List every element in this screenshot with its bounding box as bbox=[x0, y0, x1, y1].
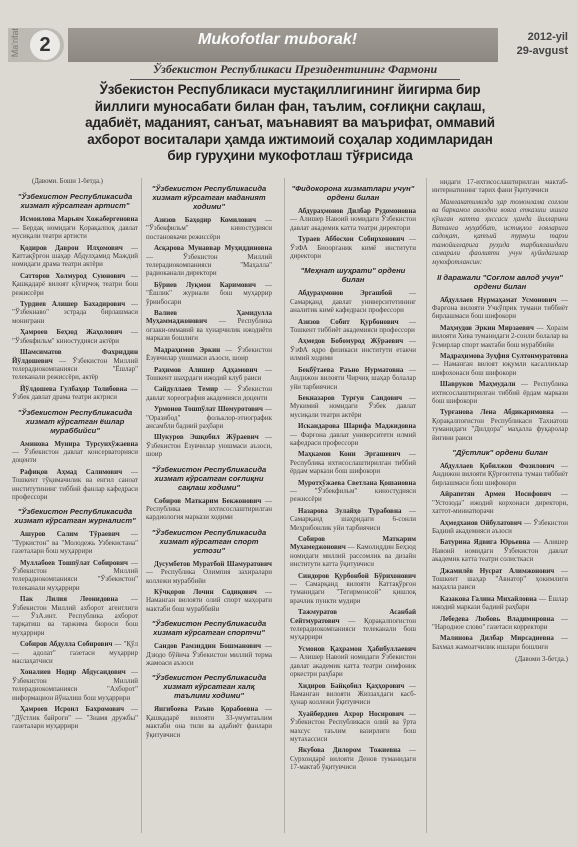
recipient-position: — Ўзбекистон Миллий ахборот агентлиги — ЎзА.инт. Республика ахборот тарқатиш ва таржима бюроси бош муҳаррири bbox=[12, 595, 138, 637]
recipient-entry bbox=[290, 366, 416, 391]
recipient-name: Усмонов Қаҳрамон Ҳабибуллаевич bbox=[298, 644, 416, 653]
recipient-name: Ҳамроев Беҳзод Жаҳолович bbox=[20, 328, 123, 337]
recipient-position: — "Қўл — адолат" газетаси муҳаррир маслаҳатчиси bbox=[12, 640, 138, 666]
recipient-entry bbox=[290, 535, 416, 569]
recipient-position: — Ўзбекистон Миллий телерадиокомпанияси "Ўзбекистон" телеканали муҳаррири bbox=[12, 558, 138, 592]
recipient-position: — Тошкент тўқимачилик ва енгил саноат институтининг тиббий фанлар кафедраси профессори bbox=[12, 467, 138, 501]
recipient-position: — Республика Олимпия захиралари коллежи мураббийи bbox=[146, 568, 272, 585]
recipient-position: — Андижон вилояти Қўрғонтепа туман тиббиёт бирлашмаси бош шифокори bbox=[432, 462, 568, 487]
recipient-position: — Ўзбекистон давлат консерваторияси доценти bbox=[12, 447, 138, 465]
recipient-entry bbox=[432, 490, 568, 515]
recipient-position: — Самарқанд вилояти Каттақўрғон туманидаги "Тегирмонсой" қишлоқ врачлик пункти мудири bbox=[290, 580, 416, 605]
recipient-name: Йўлдошева Гулбаҳор Толибовна bbox=[20, 384, 128, 393]
recipient-name: Шукуров Эшқобил Жўраевич bbox=[154, 433, 259, 442]
column-rule bbox=[426, 178, 427, 833]
recipient-entry bbox=[12, 272, 138, 297]
decree-paragraph: Мамлакатимизда ҳар томонлама соғлом ва баркамол авлодни вояга етказиш ишига қўшган катта ҳиссаси ҳамда йилларини Ватанга муҳаббат, истиқлол ғояларига садоқат, қатъий турмуш тарзи тамойилларига руҳида тарбиялашдаги самарали фаолияти учун қуйидагилар мукофотлансин: bbox=[432, 197, 568, 266]
recipient-entry bbox=[290, 394, 416, 419]
recipient-position: — "Ўзбекфильм" киностудияси режиссёри bbox=[290, 486, 416, 504]
recipient-entry bbox=[12, 595, 138, 637]
issue-day: 29-avgust bbox=[516, 45, 568, 57]
recipient-entry bbox=[290, 710, 416, 744]
recipient-entry bbox=[290, 422, 416, 447]
recipient-position: — "Ўзбекфильм" киностудияси постановкачи режиссёри bbox=[146, 216, 272, 241]
recipient-name: Лебедева Любовь Владимировна bbox=[440, 614, 555, 623]
recipient-entry bbox=[146, 281, 272, 306]
recipient-name: Қодиров Даврон Илҳомович bbox=[20, 243, 123, 252]
recipient-name: Азизов Баҳодир Комилович bbox=[154, 216, 257, 224]
recipient-position: — Республика ихтисослаштирилган тиббий ёрдам маркази бош шифокори bbox=[432, 380, 568, 406]
recipient-name: Якубова Дилором Тожиевна bbox=[298, 746, 401, 755]
recipient-entry bbox=[146, 705, 272, 739]
recipient-position: — Мукимий номидаги Ўзбек давлат мусиқали театри актёри bbox=[290, 393, 416, 419]
text-column-3 bbox=[290, 178, 416, 833]
recipient-entry bbox=[432, 567, 568, 592]
award-section-heading: "Ўзбекистон Республикасида хизмат кўрсатган спортчи" bbox=[151, 619, 267, 638]
section-title: Mukofotlar muborak! bbox=[198, 31, 358, 48]
recipient-name: Абдуллаев Қобилжон Фозилович bbox=[440, 462, 555, 471]
recipient-name: Тажмуратов Асанбай Сейтмуратович bbox=[290, 608, 416, 625]
award-section-heading: "Ўзбекистон Республикасида хизмат кўрсатган халқ таълими ходими" bbox=[151, 673, 267, 701]
recipient-entry bbox=[290, 608, 416, 642]
recipient-name: Синдоров Қурбонбой Бўрихонович bbox=[298, 571, 416, 580]
recipient-name: Валиев Ҳамидулла Муҳаммаджонович bbox=[146, 309, 272, 326]
recipient-entry bbox=[432, 615, 568, 632]
recipient-name: Абдураҳмонов Эргашбой bbox=[298, 289, 393, 298]
recipient-entry bbox=[290, 479, 416, 504]
recipient-position: — Каттақўрғон шаҳар Абдулҳамид Маждий номидаги драма театри актёри bbox=[12, 243, 138, 269]
award-section-heading: "Ўзбекистон Республикасида хизмат кўрсатган ёшлар мураббийси" bbox=[17, 407, 133, 435]
award-section-heading: II даражали "Соғлом авлод учун" ордени билан bbox=[437, 272, 563, 291]
recipient-entry bbox=[432, 595, 568, 612]
recipient-name: Хоналиев Нодир Абдусаидович bbox=[20, 668, 126, 677]
recipient-position: — "Туркистон" ва "Молодежь Узбекистана" газеталари бош муҳаррири bbox=[12, 530, 138, 556]
issue-year: 2012-yil bbox=[527, 31, 568, 43]
recipient-position: — Сурхондарё вилояти Денов туманидаги 17-мактаб ўқитувчиси bbox=[290, 746, 416, 772]
recipient-position: — Ўзбекистон Бадиий академияси аъзоси bbox=[432, 518, 568, 535]
recipient-entry bbox=[146, 216, 272, 241]
article-headline bbox=[40, 82, 540, 165]
continued-note: (Давоми 3-бетда.) bbox=[515, 655, 568, 664]
recipient-name: Собиров Абдулла Собирович bbox=[20, 640, 113, 649]
award-section-heading: "Меҳнат шуҳрати" ордени билан bbox=[300, 266, 406, 285]
recipient-position: — Фарғона вилояти Учкўприк тумани тиббиёт бирлашмаси бош шифокори bbox=[432, 295, 568, 321]
recipient-name: Исмоилова Марьям Хожабергеновна bbox=[20, 215, 138, 224]
recipient-name: Рафиқов Аҳмад Салимович bbox=[20, 467, 123, 476]
recipient-entry bbox=[432, 634, 568, 651]
award-section-heading: "Ўзбекистон Республикасида хизмат кўрсатган артист" bbox=[17, 192, 133, 211]
recipient-name: Абдураҳмонов Дилбар Рудомоновна bbox=[298, 207, 416, 215]
recipient-entry bbox=[290, 682, 416, 707]
text-column-1 bbox=[12, 178, 138, 833]
recipient-name: Кўчқоров Лочин Содиқович bbox=[154, 588, 257, 596]
recipient-name: Янгибоева Раъно Қорабоевна bbox=[154, 705, 259, 714]
recipient-name: Пак Лилия Леонидовна bbox=[20, 595, 118, 604]
headline-line: бир гуруҳини мукофотлаш тўғрисида bbox=[167, 148, 413, 164]
recipient-name: Аминова Мунира Турсунхўжаевна bbox=[20, 439, 138, 448]
recipient-position: — Ўзбек давлат драма театри актриси bbox=[12, 384, 138, 402]
recipient-position: — Самарқанд шаҳридаги 6-сонли Меҳрибонлик уйи тарбиячиси bbox=[290, 506, 416, 532]
recipient-name: Собиров Маткарим Мухамеджонович bbox=[290, 535, 416, 552]
recipient-name: Малинова Дилбар Мирсадиевна bbox=[440, 634, 554, 643]
recipient-name: Сатторов Холмурод Суюнович bbox=[20, 271, 126, 280]
recipient-entry bbox=[290, 507, 416, 532]
recipient-entry bbox=[146, 346, 272, 363]
recipient-position: — Қашқадарё вилояти 33-умумтаълим мактаби она тили ва адабиёт фанлари ўқитувчиси bbox=[146, 705, 272, 739]
recipient-entry bbox=[146, 433, 272, 458]
recipient-entry bbox=[290, 572, 416, 606]
recipient-name: Абдуллаев Нурмаҳамат Усмонович bbox=[440, 295, 557, 304]
recipient-name: Ашуров Салим Тўраевич bbox=[20, 530, 120, 539]
award-section-heading: "Ўзбекистон Республикасида хизмат кўрсатган маданият ходими" bbox=[151, 184, 267, 211]
recipient-entry bbox=[12, 640, 138, 665]
recipient-name: Искандарова Шарифа Маджидовна bbox=[298, 422, 416, 431]
recipient-entry bbox=[146, 385, 272, 402]
recipient-entry bbox=[12, 440, 138, 465]
recipient-name: Маҳкамов Кони Эргашевич bbox=[298, 450, 401, 459]
recipient-position: — Ўзбекистон давлат хореография академияси доценти bbox=[146, 385, 272, 402]
recipient-entry bbox=[12, 530, 138, 555]
recipient-name: Сайдуллаев Темир bbox=[154, 385, 219, 394]
recipient-name: Муллабоев Тошпўлат Собирович bbox=[20, 558, 129, 567]
issue-date bbox=[517, 30, 568, 58]
recipient-position: — Хоразм вилояти Хива туманидаги 2-сонли болалар ва ўсмирлар спорт мактаби бош мураббийи bbox=[432, 323, 568, 349]
masthead: Ma'rifat bbox=[10, 28, 20, 58]
recipient-entry bbox=[146, 642, 272, 667]
recipient-name: Собиров Маткарим Бекжонович bbox=[154, 496, 262, 505]
recipient-position: — Ўзбекистон Миллий телерадиокомпанияси "Маҳалла" радиоканали директори bbox=[146, 252, 272, 278]
continued-note: (Давоми. Боши 1-бетда.) bbox=[32, 178, 103, 185]
recipient-name: Хуайбердиев Ахрор Носирович bbox=[298, 709, 404, 718]
recipient-name: Назарова Зулайҳо Турабовна bbox=[298, 506, 402, 515]
recipient-position: — Ўзбекистон Миллий телерадиокомпанияси "Ахборот" информацион йўналиш бош муҳаррири bbox=[12, 668, 138, 702]
recipient-name: Азизов Собит Қурбонович bbox=[298, 317, 399, 326]
recipient-name: Хидиров Байқобил Қаҳҳорович bbox=[298, 681, 405, 690]
recipient-position: — Ўзбекистон Ёзувчилар уюшмаси аъзоси, шоир bbox=[146, 345, 272, 363]
recipient-position: — Ёшлар ижодий маркази бадиий раҳбари bbox=[432, 594, 568, 612]
recipient-position: — Алишер Навоий номидаги Ўзбекистон давлат академик катта театри директори bbox=[290, 215, 416, 232]
award-section-heading: "Ўзбекистон Республикасида хизмат кўрсатган спорт устози" bbox=[151, 527, 267, 555]
decree-rubric: Ўзбекистон Республикаси Президентининг Фармони bbox=[130, 62, 460, 80]
recipient-entry bbox=[432, 519, 568, 536]
recipient-position: — Қорақалпоғистон телерадиокомпанияси телеканали бош муҳаррири bbox=[290, 616, 416, 642]
column-rule bbox=[284, 178, 285, 833]
recipient-entry bbox=[146, 405, 272, 430]
recipient-entry bbox=[12, 244, 138, 269]
recipient-entry bbox=[12, 385, 138, 402]
recipient-position: — "Ёшлик" журнали бош муҳаррир ўринбосари bbox=[146, 280, 272, 306]
recipient-position: — ЎзФА ядро физикаси институти етакчи илмий ходими bbox=[290, 337, 416, 363]
recipient-entry bbox=[290, 318, 416, 335]
award-section-heading: "Ўзбекистон Республикасида хизмат кўрсатган журналист" bbox=[14, 507, 136, 526]
recipient-position: — "Ўзбекнаво" эстрада бирлашмаси мониграни bbox=[12, 300, 138, 325]
recipient-entry bbox=[432, 178, 568, 195]
recipient-entry bbox=[146, 309, 272, 343]
recipient-entry bbox=[290, 450, 416, 475]
recipient-position: — Дзюдо бўйича Ўзбекистон миллий терма жамоаси аъзоси bbox=[146, 642, 272, 668]
recipient-entry bbox=[12, 348, 138, 382]
recipient-name: Саидов Рамзиддин Бошманович bbox=[154, 642, 262, 651]
column-rule bbox=[141, 178, 142, 833]
recipient-name: Аҳмедханов Ойбулатович bbox=[440, 518, 522, 527]
recipient-position: — Ўзбекистон Миллий телерадиокомпанияси "Ёшлар" телеканали режиссёри, актёр bbox=[12, 356, 138, 382]
recipient-name: Ҳамроев Исроил Бахромович bbox=[20, 705, 125, 714]
recipient-name: Тураев Аббосхон Собирхонович bbox=[298, 235, 405, 244]
recipient-entry bbox=[146, 497, 272, 522]
recipient-name: Айрапетян Армен Иосифович bbox=[440, 490, 552, 499]
recipient-position: — Қорақалпоғистон Республикаси Тахиатош туманидаги "Дилдора" маҳалла фуқаролар йиғини раиси bbox=[432, 408, 568, 442]
recipient-position: — Ўзбекистон Ёзувчилар уюшмаси аъзоси, шоир bbox=[146, 433, 272, 459]
recipient-position: — Қашқадарё вилоят кўғирчоқ театри бош режиссёри bbox=[12, 271, 138, 297]
recipient-name: Урмонов Тошпўлат Шомуротович bbox=[154, 405, 263, 414]
recipient-entry bbox=[146, 588, 272, 613]
recipient-entry bbox=[432, 538, 568, 563]
recipient-name: Шавруков Маҳмудали bbox=[440, 380, 516, 389]
recipient-position: — Алишер Навоий номидаги Ўзбекистон давлат академик катта театри симфоник оркестри раҳбари bbox=[290, 653, 416, 679]
recipient-name: Казакова Галина Михайловна bbox=[440, 594, 537, 603]
recipient-position: — ЎзФА Биоорганик кимё институти директори bbox=[290, 235, 416, 261]
recipient-position: — Тошкент шаҳрдаги ижодий клуб раиси bbox=[146, 365, 272, 382]
recipient-entry bbox=[12, 705, 138, 730]
recipient-name: Мадраҳимова Зуҳфия Султонмуратовна bbox=[440, 352, 568, 360]
recipient-position: нидаги 17-ихтисослаштирилган мактаб-интернатининг тарих фани ўқитувчиси bbox=[432, 178, 568, 195]
recipient-entry bbox=[12, 328, 138, 345]
recipient-name: Шамсиматов Фахриддин Йўлдошевич bbox=[12, 348, 138, 365]
page-number: 2 bbox=[30, 30, 60, 60]
recipient-name: Раҳимов Алишер Адҳамович bbox=[154, 365, 258, 374]
recipient-name: Бекбўтаева Раъно Нурматовна bbox=[298, 365, 404, 374]
recipient-position: — Наманган вилояти Жиззахдаги касб-ҳунар коллежи ўқитувчиси bbox=[290, 681, 416, 707]
recipient-entry bbox=[290, 746, 416, 771]
award-section-heading: "Дўстлик" ордени билан bbox=[452, 448, 548, 458]
recipient-entry bbox=[146, 560, 272, 585]
recipient-entry bbox=[432, 324, 568, 349]
recipient-entry bbox=[146, 366, 272, 383]
recipient-entry bbox=[432, 352, 568, 377]
recipient-entry bbox=[12, 559, 138, 593]
recipient-position: — Республика оғзаки-оммавий ва хунарчилик ижодиёти маркази бошлиғи bbox=[146, 317, 272, 343]
recipient-position: — Наманган вилоят юқумли касалликлар шифохонаси бош шифокори bbox=[432, 360, 568, 377]
text-column-2 bbox=[146, 178, 272, 833]
recipient-position: — Андижон вилояти Чирчиқ шаҳар болалар уйи тарбиячиси bbox=[290, 365, 416, 391]
recipient-position: — Тошкент шаҳар "Авиатор" ҳокимлиги маҳалла раиси bbox=[432, 566, 568, 592]
award-section-heading: "Фидокорона хизматлари учун" ордени билан bbox=[291, 184, 415, 202]
recipient-entry bbox=[290, 289, 416, 314]
recipient-position: — "Дўстлик байроғи" — "Знамя дружбы" газеталари муҳаррири bbox=[12, 705, 138, 730]
recipient-entry bbox=[432, 296, 568, 321]
recipient-name: Бўриев Луқмон Каримович bbox=[154, 280, 256, 289]
recipient-position: — "Народное слово" газетаси корректори bbox=[432, 614, 568, 631]
recipient-position: — Наманган вилояти олий спорт маҳорати мактаби бош мураббийи bbox=[146, 588, 272, 613]
headline-line: ахборот воситалари ҳамда ижтимоий соҳалар ходимларидан bbox=[87, 131, 493, 147]
recipient-entry bbox=[12, 468, 138, 502]
text-column-4 bbox=[432, 178, 568, 833]
recipient-entry bbox=[432, 380, 568, 405]
recipient-name: Мадраҳимов Эркин bbox=[154, 345, 221, 354]
recipient-position: — Алишер Навоий номидаги Ўзбекистон давлат академик катта театри солисткаси bbox=[432, 538, 568, 564]
recipient-position: — Ўзбекистон Республикаси олий ва ўрта махсус таълим вазирлиги бош мутахассиси bbox=[290, 709, 416, 743]
recipient-name: Турғанова Лена Абдикаримовна bbox=[440, 408, 554, 417]
recipient-position: — Бердақ номидаги Қорақалпоқ давлат мусиқали театри артисти bbox=[12, 223, 138, 241]
recipient-name: Турдиев Алишер Бахадирович bbox=[20, 300, 126, 309]
headline-line: адабиёт, маданият, санъат, маънавият ва маърифат, оммавий bbox=[85, 115, 495, 131]
recipient-name: Аҳмедов Бобомурод Жўраевич bbox=[298, 337, 404, 346]
recipient-position: — Тошкент тиббиёт академияси профессори bbox=[290, 317, 416, 335]
recipient-position: — Республика ихтисослаштирилган кардиология маркази ходими bbox=[146, 496, 272, 522]
recipient-position: — Фарғона давлат университети илмий кафедраси профессори bbox=[290, 430, 416, 447]
award-section-heading: "Ўзбекистон Республикасида хизмат кўрсатган соғлиқни сақлаш ходими" bbox=[151, 464, 267, 492]
recipient-entry bbox=[12, 300, 138, 325]
recipient-position: — Самарқанд давлат университетининг аналитик кимё кафедраси профессори bbox=[290, 289, 416, 315]
headline-line: Ўзбекистон Республикаси мустақиллигининг йигирма бир bbox=[99, 82, 481, 97]
recipient-position: — Камолиддин Беҳзод номидаги миллий рассомлик ва дизайн институти катта ўқитувчиси bbox=[290, 543, 416, 569]
recipient-name: Дусумбетов Муратбой Шамуратович bbox=[154, 559, 272, 568]
recipient-entry bbox=[290, 645, 416, 679]
recipient-name: Муротхўжаева Светлана Қошановна bbox=[298, 478, 416, 487]
recipient-entry bbox=[290, 235, 416, 260]
recipient-position: — "Устозода" ижодий корхонаси директори, хаттот-миниатюрачи bbox=[432, 490, 568, 516]
recipient-name: Асқарова Мунаввар Муҳиддиновна bbox=[154, 244, 272, 253]
recipient-name: Бекназаров Турғун Саидович bbox=[298, 393, 403, 402]
recipient-entry bbox=[290, 207, 416, 232]
recipient-entry bbox=[12, 215, 138, 240]
recipient-name: Батурина Ядвига Юрьевна bbox=[440, 538, 530, 547]
recipient-position: — Республика ихтисослаштирилган тиббий ёрдам маркази бош шифокори bbox=[290, 450, 416, 476]
recipient-name: Джамилёв Нусрат Алимжонович bbox=[440, 566, 555, 575]
recipient-position: — Бахмал жамоатчилик ишлари бошлиғи bbox=[432, 634, 568, 651]
headline-line: йиллиги муносабати билан фан, таълим, соғлиқни сақлаш, bbox=[94, 98, 486, 114]
recipient-entry bbox=[432, 462, 568, 487]
recipient-entry bbox=[290, 337, 416, 362]
recipient-position: — "Оразибод" фольклор-этнографик ансамбли бадиий раҳбари bbox=[146, 405, 272, 430]
recipient-entry bbox=[146, 244, 272, 278]
recipient-name: Маҳмудов Эркин Мирзаевич bbox=[440, 323, 534, 332]
recipient-position: — "Ўзбекфильм" киностудияси актёри bbox=[12, 328, 138, 345]
recipient-entry bbox=[432, 408, 568, 442]
recipient-entry bbox=[12, 668, 138, 702]
